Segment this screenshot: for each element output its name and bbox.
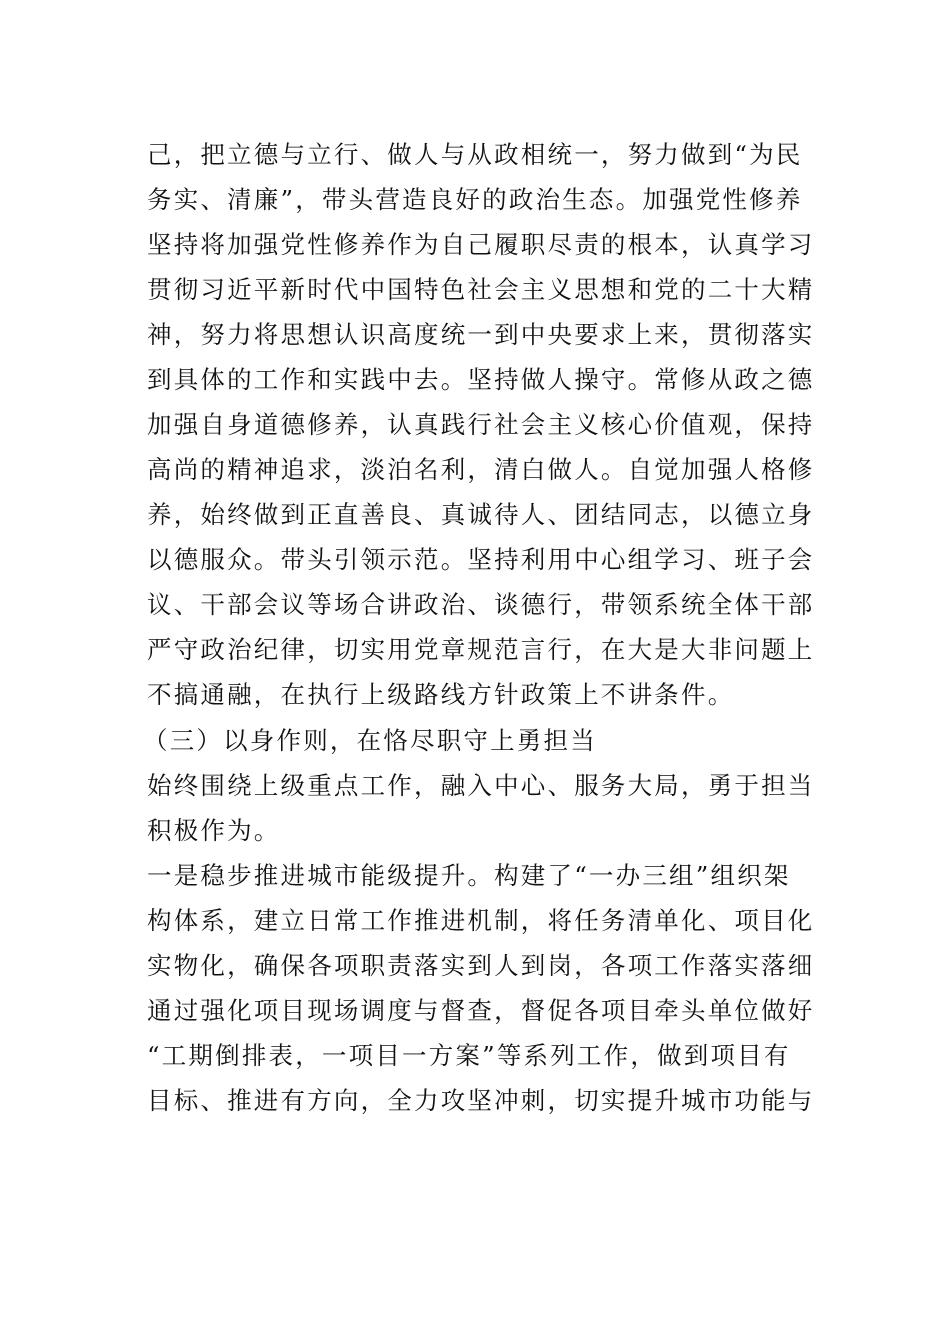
text-line: 到具体的工作和实践中去。坚持做人操守。常修从政之德 (147, 365, 815, 394)
text-line: 高尚的精神追求，淡泊名利，清白做人。自觉加强人格修 (147, 455, 815, 484)
text-line: 实物化，确保各项职责落实到人到岗，各项工作落实落细 (147, 951, 815, 980)
text-line: 通过强化项目现场调度与督查，督促各项目牵头单位做好 (147, 996, 815, 1025)
text-line: 加强自身道德修养，认真践行社会主义核心价值观，保持 (147, 410, 815, 439)
text-line: 严守政治纪律，切实用党章规范言行，在大是大非问题上 (147, 635, 815, 664)
text-line: 神，努力将思想认识高度统一到中央要求上来，贯彻落实 (147, 320, 815, 349)
text-line: 以德服众。带头引领示范。坚持利用中心组学习、班子会 (147, 545, 815, 574)
section-heading: （三）以身作则，在恪尽职守上勇担当 (143, 726, 597, 755)
text-line: 不搞通融，在执行上级路线方针政策上不讲条件。 (147, 680, 735, 709)
text-line: 一是稳步推进城市能级提升。构建了“一办三组”组织架 (147, 861, 791, 890)
text-line: 己，把立德与立行、做人与从政相统一，努力做到“为民 (147, 140, 803, 169)
text-line: 积极作为。 (147, 816, 281, 845)
text-line: 始终围绕上级重点工作，融入中心、服务大局，勇于担当 (147, 771, 815, 800)
text-line: “工期倒排表，一项目一方案”等系列工作，做到项目有 (147, 1041, 791, 1070)
text-line: 目标、推进有方向，全力攻坚冲刺，切实提升城市功能与 (147, 1086, 815, 1115)
text-line: 坚持将加强党性修养作为自己履职尽责的根本，认真学习 (147, 230, 815, 259)
text-line: 养，始终做到正直善良、真诚待人、团结同志，以德立身 (147, 500, 815, 529)
text-line: 构体系，建立日常工作推进机制，将任务清单化、项目化 (147, 906, 815, 935)
text-line: 务实、清廉”，带头营造良好的政治生态。加强党性修养 (147, 185, 803, 214)
text-line: 贯彻习近平新时代中国特色社会主义思想和党的二十大精 (147, 275, 815, 304)
text-line: 议、干部会议等场合讲政治、谈德行，带领系统全体干部 (147, 590, 815, 619)
